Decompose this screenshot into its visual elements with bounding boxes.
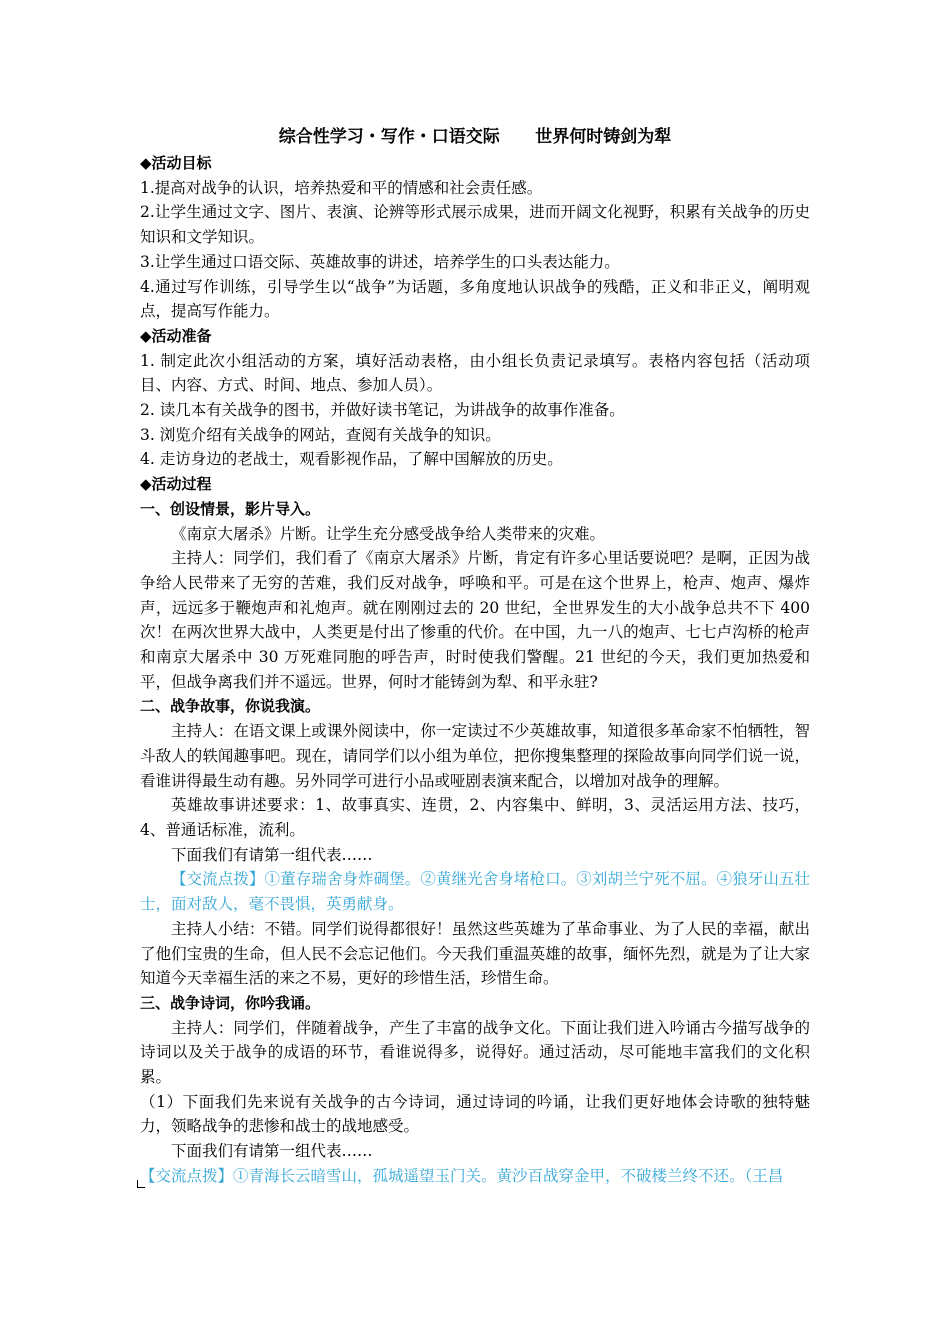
paragraph: 主持人：同学们，我们看了《南京大屠杀》片断，肯定有许多心里话要说吧？是啊，正因为战争给人民带来了无穷的苦难，我们反对战争，呼唤和平。可是在这个世界上，枪声、炮声、爆炸声，远远多于鞭炮声和礼炮声。就在刚刚过去的 20 世纪，全世界发生的大小战争总共不下 400 次！在两次世界大战中，人类更是付出了惨重的代价。在中国，九一八的炮声、七七卢沟桥的枪声和南京大屠杀中 30 万死难同胞的呼告声，时时使我们警醒。21 世纪的今天，我们更加热爱和平，但战争离我们并不遥远。世界，何时才能铸剑为犁、和平永驻? (140, 549, 810, 691)
goal-item: 1.提高对战争的认识，培养热爱和平的情感和社会责任感。 (140, 178, 543, 197)
paragraph: 主持人：在语文课上或课外阅读中，你一定读过不少英雄故事，知道很多革命家不怕牺牲，智斗敌人的轶闻趣事吧。现在，请同学们以小组为单位，把你搜集整理的探险故事向同学们说一说，看谁讲得最生动有趣。另外同学可进行小品或哑剧表演来配合，以增加对战争的理解。 (140, 722, 810, 790)
paragraph: 下面我们有请第一组代表…… (171, 1142, 373, 1161)
prep-item: 3. 浏览介绍有关战争的网站，查阅有关战争的知识。 (140, 425, 501, 444)
paragraph: 主持人：同学们，伴随着战争，产生了丰富的战争文化。下面让我们进入吟诵古今描写战争的诗词以及关于战争的成语的环节，看谁说得多，说得好。通过活动，尽可能地丰富我们的文化积累。 (140, 1018, 810, 1087)
tip-line (140, 1164, 810, 1189)
paragraph: 下面我们有请第一组代表…… (171, 845, 373, 864)
paragraph: （1）下面我们先来说有关战争的古今诗词，通过诗词的吟诵，让我们更好地体会诗歌的独特魅力，领略战争的悲惨和战士的战地感受。 (140, 1092, 810, 1136)
prep-item: 2. 读几本有关战争的图书，并做好读书笔记，为讲战争的故事作准备。 (140, 401, 625, 420)
section-heading-process: ◆活动过程 (140, 475, 212, 494)
part1-heading: 一、创设情景，影片导入。 (140, 499, 321, 518)
section-heading-prep: ◆活动准备 (140, 326, 212, 345)
paragraph: 《南京大屠杀》片断。让学生充分感受战争给人类带来的灾难。 (171, 524, 606, 543)
prep-item: 4. 走访身边的老战士，观看影视作品，了解中国解放的历史。 (140, 450, 563, 469)
exchange-tip: 【交流点拨】①董存瑞舍身炸碉堡。②黄继光舍身堵枪口。③刘胡兰宁死不屈。④狼牙山五壮士，面对敌人，毫不畏惧，英勇献身。 (140, 870, 810, 914)
goal-item: 4.通过写作训练，引导学生以“战争”为话题，多角度地认识战争的残酷，正义和非正义，阐明观点，提高写作能力。 (140, 277, 810, 321)
part2-heading: 二、战争故事，你说我演。 (140, 697, 321, 716)
part3-heading: 三、战争诗词，你吟我诵。 (140, 993, 321, 1012)
prep-item: 1. 制定此次小组活动的方案，填好活动表格，由小组长负责记录填写。表格内容包括（活动项目、内容、方式、时间、地点、参加人员）。 (140, 351, 810, 395)
document-body (140, 124, 810, 1189)
goal-item: 3.让学生通过口语交际、英雄故事的讲述，培养学生的口头表达能力。 (140, 252, 620, 271)
goal-item: 2.让学生通过文字、图片、表演、论辨等形式展示成果，进而开阔文化视野，积累有关战争的历史知识和文学知识。 (140, 203, 810, 247)
paragraph: 主持人小结：不错。同学们说得都很好！虽然这些英雄为了革命事业、为了人民的幸福，献出了他们宝贵的生命，但人民不会忘记他们。今天我们重温英雄的故事，缅怀先烈，就是为了让大家知道今天幸福生活的来之不易，更好的珍惜生活，珍惜生命。 (140, 919, 810, 988)
section-heading-goals: ◆活动目标 (140, 154, 212, 172)
revision-mark-icon (137, 1180, 145, 1188)
paragraph: 英雄故事讲述要求：1、故事真实、连贯，2、内容集中、鲜明，3、灵活运用方法、技巧，4、普通话标准，流利。 (140, 796, 810, 839)
page-title: 综合性学习・写作・口语交际 世界何时铸剑为犁 (278, 127, 672, 147)
exchange-tip: 【交流点拨】①青海长云暗雪山，孤城遥望玉门关。黄沙百战穿金甲，不破楼兰终不还。（王昌 (140, 1166, 784, 1185)
